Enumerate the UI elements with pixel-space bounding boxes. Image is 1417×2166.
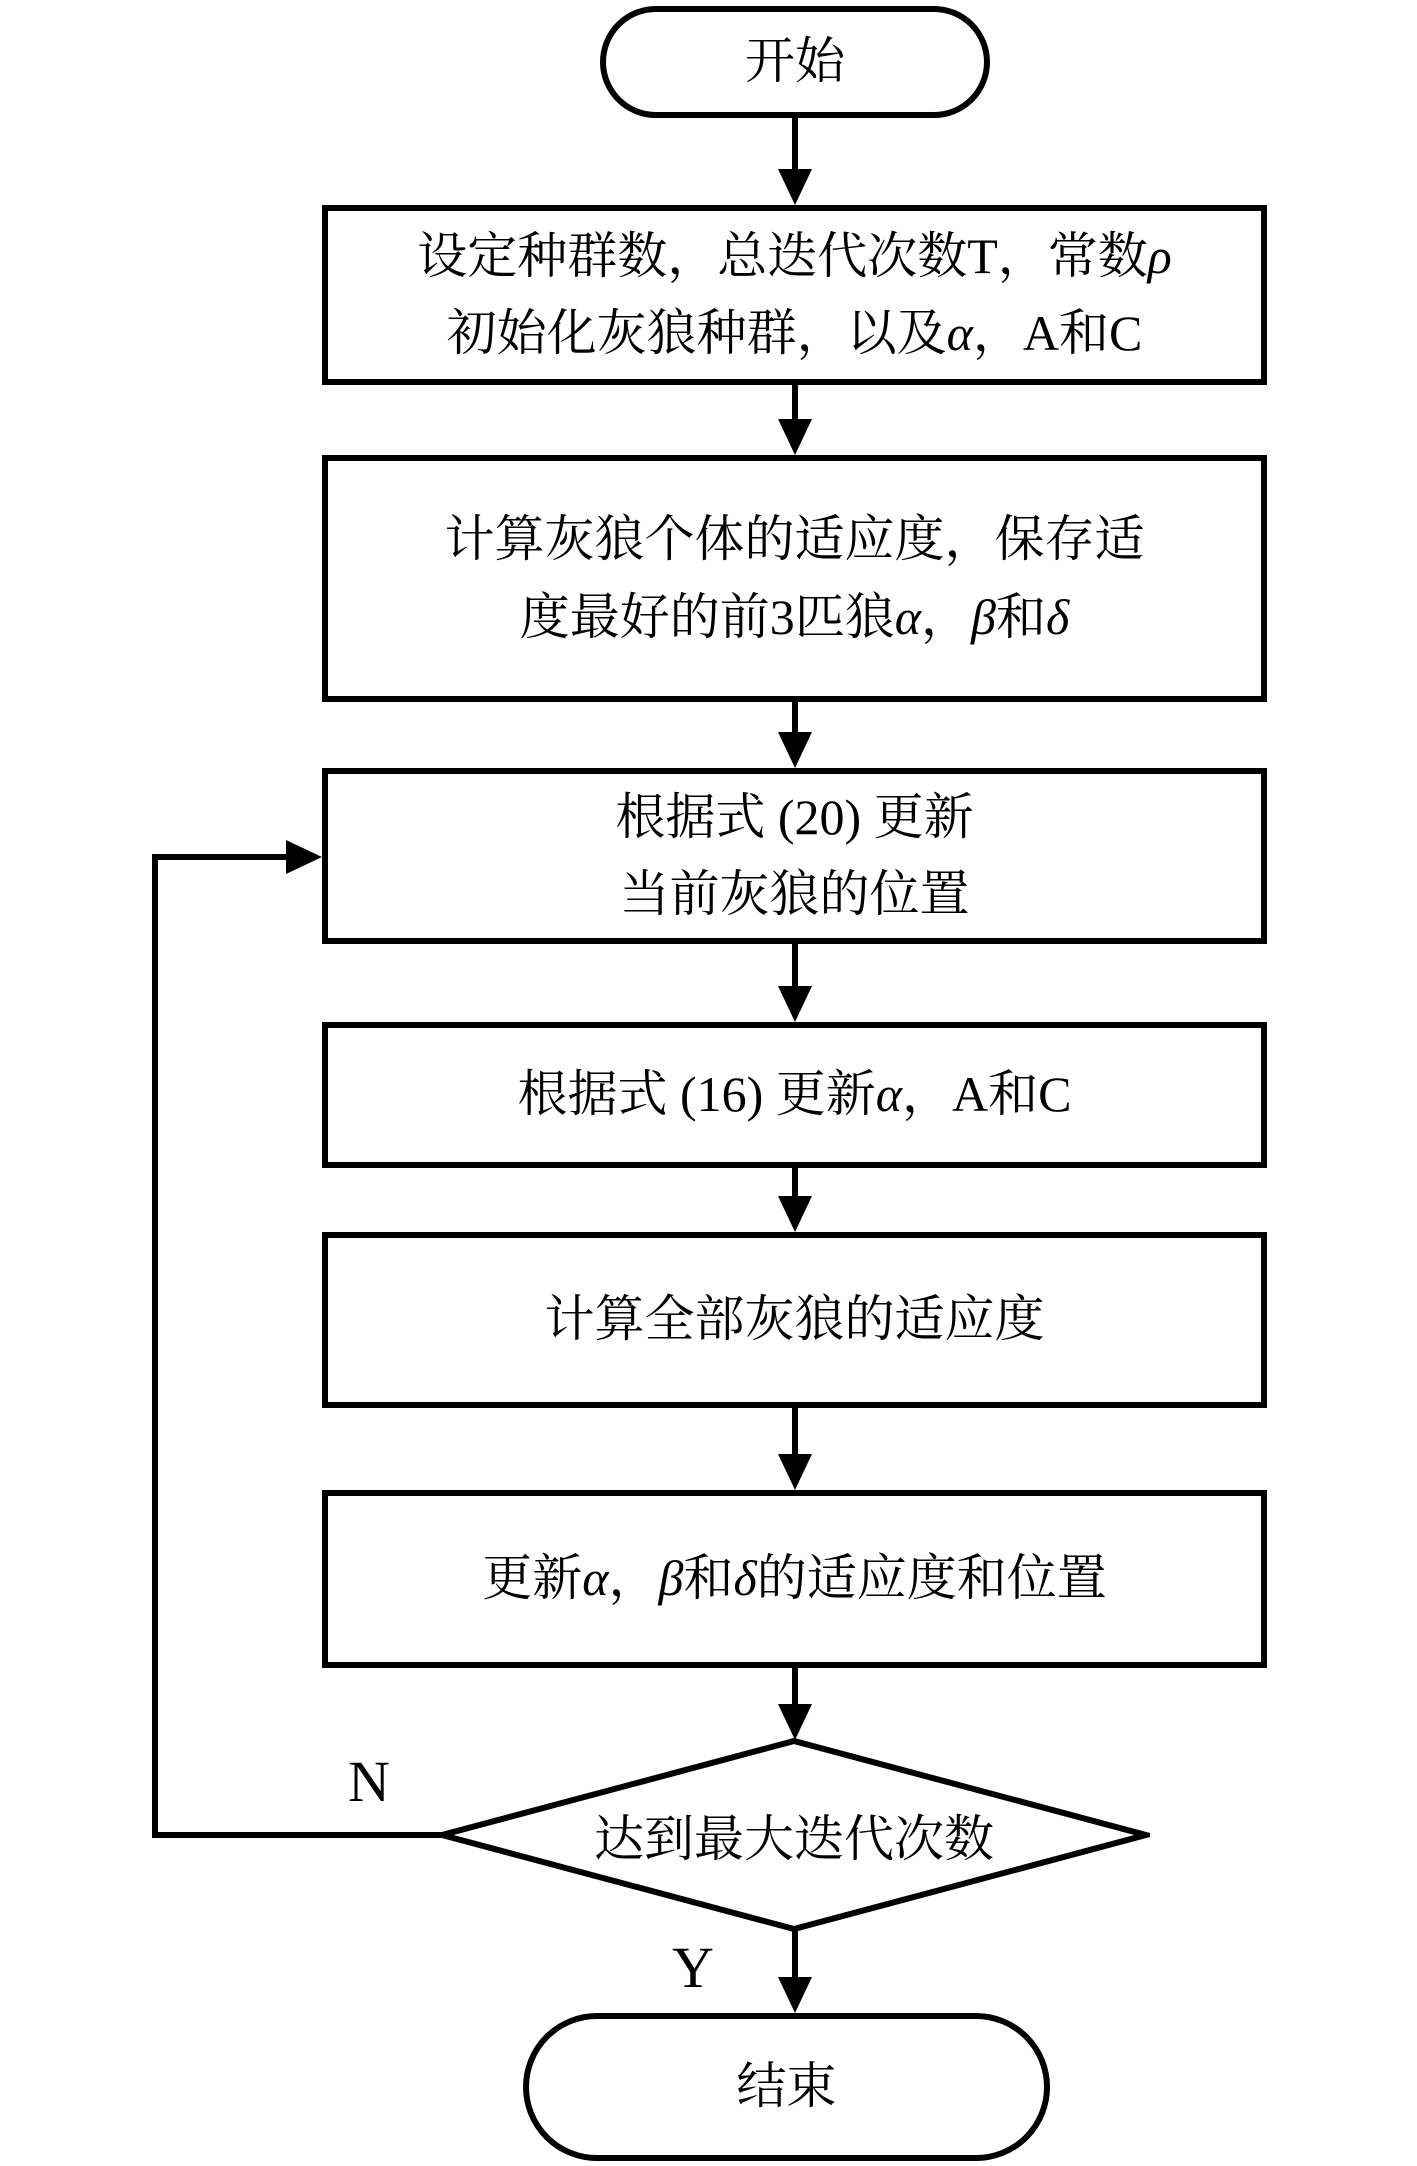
process-text-line: 计算全部灰狼的适应度 [544,1291,1045,1348]
start-label: 开始 [745,33,845,90]
decision-yes-label: Y [672,1935,714,2000]
process-text-line: 度最好的前3匹狼α，β和δ [519,588,1070,645]
arrowhead-down-icon [778,1454,812,1490]
process-update-alpha-beta-delta [322,1490,1267,1668]
process-text-line: 当前灰狼的位置 [619,866,970,922]
connector-allfitness-to-update [792,1408,798,1457]
end-terminator [523,2013,1050,2161]
loop-line-bottom [152,1832,444,1838]
process-calc-fitness-save-top3 [322,455,1267,702]
end-label: 结束 [736,2058,837,2115]
arrowhead-right-icon [286,840,322,874]
process-text-line: 初始化灰狼种群，以及α，A和C [446,305,1143,361]
process-text-line: 设定种群数，总迭代次数T，常数ρ [417,227,1172,284]
arrowhead-down-icon [778,986,812,1022]
process-update-wolf-position [322,768,1267,944]
connector-update-to-decision [792,1668,798,1708]
process-init-parameters [322,205,1267,385]
connector-decision-to-end [792,1930,798,1980]
process-text-line: 计算灰狼个体的适应度，保存适 [444,511,1145,567]
start-terminator [600,6,990,118]
arrowhead-down-icon [778,1704,812,1740]
connector-fitness-to-position [792,702,798,735]
decision-diamond [438,1737,1150,1933]
arrowhead-down-icon [778,1196,812,1232]
arrowhead-down-icon [778,1977,812,2013]
arrowhead-down-icon [778,419,812,455]
decision-label: 达到最大迭代次数 [594,1811,994,1867]
process-text-line: 根据式 (16) 更新α，A和C [517,1066,1072,1123]
process-text-line: 更新α，β和δ的适应度和位置 [482,1550,1107,1607]
process-update-a-A-C [322,1022,1267,1168]
loop-line-vertical [152,854,158,1838]
connector-init-to-fitness [792,385,798,422]
connector-start-to-init [792,118,798,172]
decision-no-label: N [348,1749,390,1814]
loop-line-top [152,854,288,860]
connector-position-to-aAC [792,944,798,989]
arrowhead-down-icon [778,732,812,768]
arrowhead-down-icon [778,169,812,205]
connector-aAC-to-allfitness [792,1168,798,1199]
process-text-line: 根据式 (20) 更新 [615,788,974,845]
process-calc-all-fitness [322,1232,1267,1408]
